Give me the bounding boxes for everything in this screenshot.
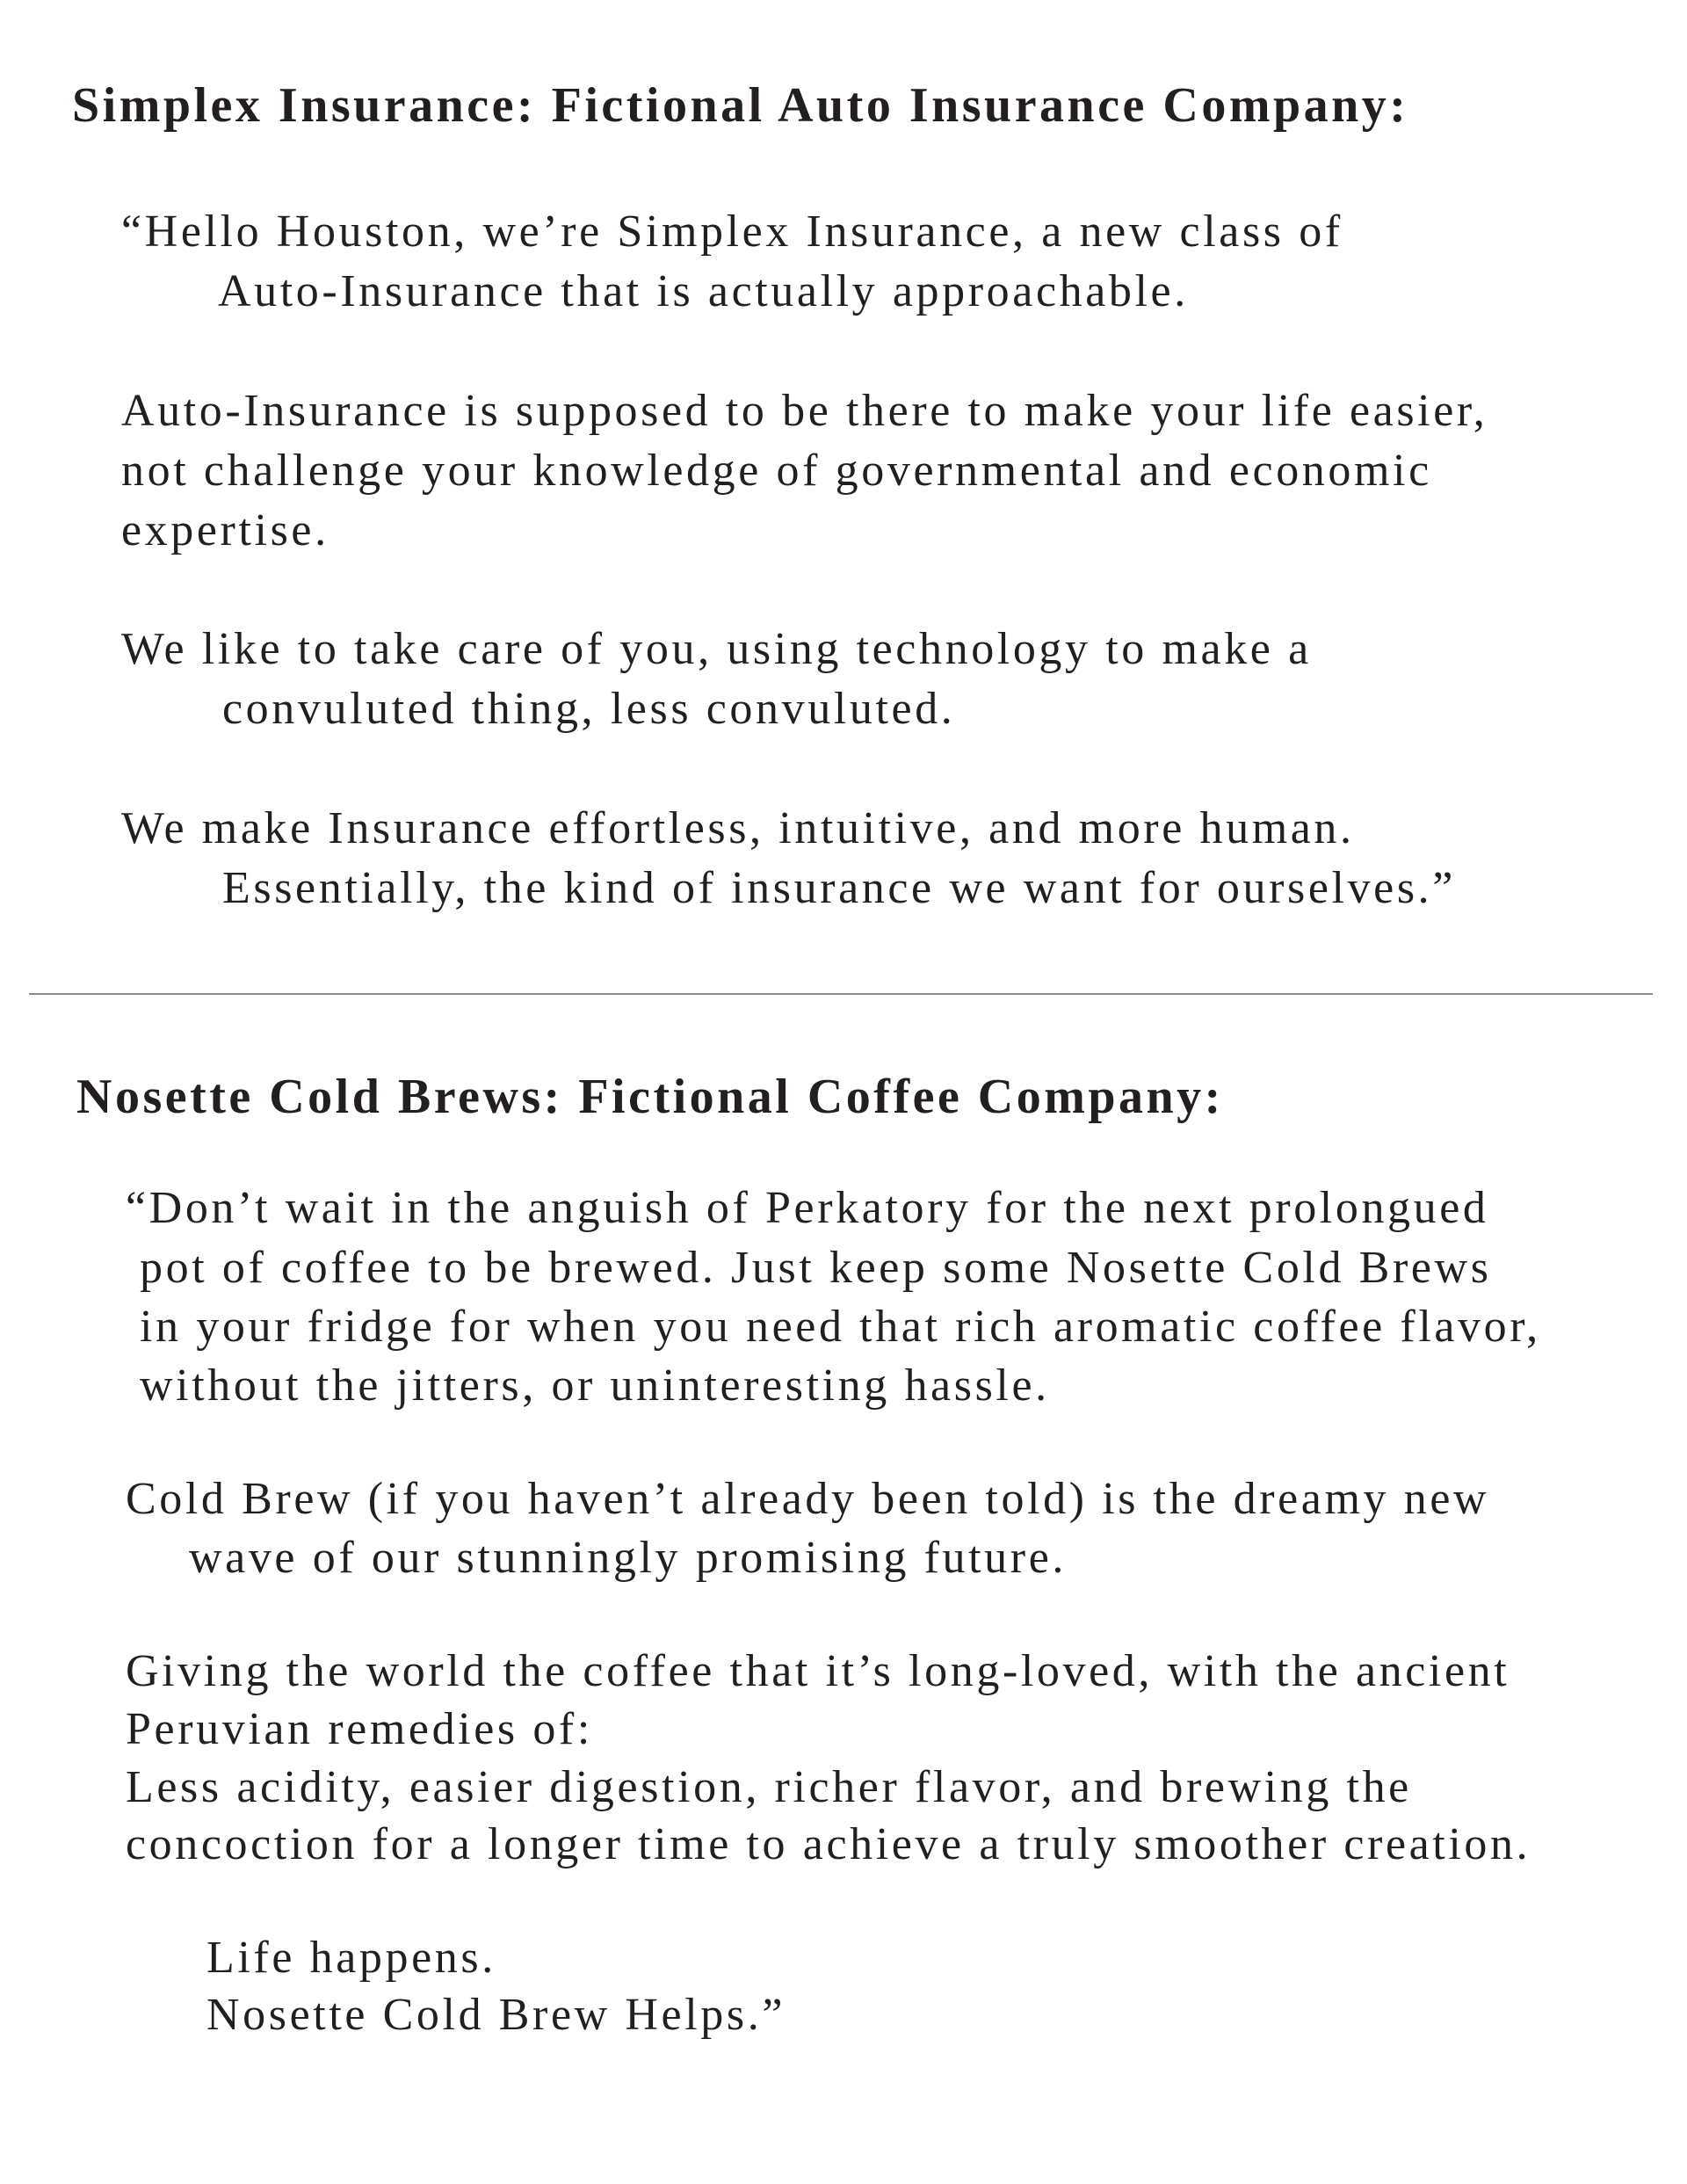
nosette-p3-line-1: Giving the world the coffee that it’s long-loved, with the ancient: [126, 1646, 1510, 1696]
simplex-p2-line-3: expertise.: [121, 505, 329, 555]
nosette-p4-line-1: Life happens.: [206, 1933, 496, 1983]
nosette-p3-line-2: Peruvian remedies of:: [126, 1704, 593, 1754]
nosette-p2-line-1: Cold Brew (if you haven’t already been told) is the dreamy new: [126, 1474, 1490, 1524]
simplex-p1-line-1: “Hello Houston, we’re Simplex Insurance, a new class of: [121, 207, 1343, 257]
simplex-p2-line-2: not challenge your knowledge of governmental and economic: [121, 446, 1432, 496]
simplex-p1-line-2: Auto-Insurance that is actually approachable.: [218, 266, 1189, 316]
section-divider: [29, 993, 1653, 995]
nosette-p4-line-2: Nosette Cold Brew Helps.”: [206, 1990, 786, 2040]
nosette-heading: Nosette Cold Brews: Fictional Coffee Company:: [76, 1070, 1224, 1124]
nosette-p1-line-4: without the jitters, or uninteresting hassle.: [140, 1360, 1050, 1411]
nosette-p3-line-3: Less acidity, easier digestion, richer flavor, and brewing the: [126, 1762, 1412, 1812]
simplex-p4-line-1: We make Insurance effortless, intuitive, and more human.: [121, 803, 1355, 853]
simplex-p4-line-2: Essentially, the kind of insurance we want for ourselves.”: [222, 863, 1456, 913]
nosette-p2-line-2: wave of our stunningly promising future.: [189, 1533, 1067, 1583]
simplex-p3-line-2: convuluted thing, less convuluted.: [222, 684, 956, 734]
nosette-p3-line-4: concoction for a longer time to achieve a truly smoother creation.: [126, 1819, 1531, 1869]
simplex-p3-line-1: We like to take care of you, using technology to make a: [121, 624, 1312, 674]
nosette-p1-line-1: “Don’t wait in the anguish of Perkatory for the next prolongued: [126, 1183, 1489, 1233]
simplex-heading: Simplex Insurance: Fictional Auto Insurance Company:: [72, 78, 1409, 133]
nosette-p1-line-2: pot of coffee to be brewed. Just keep some Nosette Cold Brews: [140, 1243, 1492, 1293]
simplex-p2-line-1: Auto-Insurance is supposed to be there to make your life easier,: [121, 386, 1488, 436]
nosette-p1-line-3: in your fridge for when you need that rich aromatic coffee flavor,: [140, 1302, 1541, 1352]
